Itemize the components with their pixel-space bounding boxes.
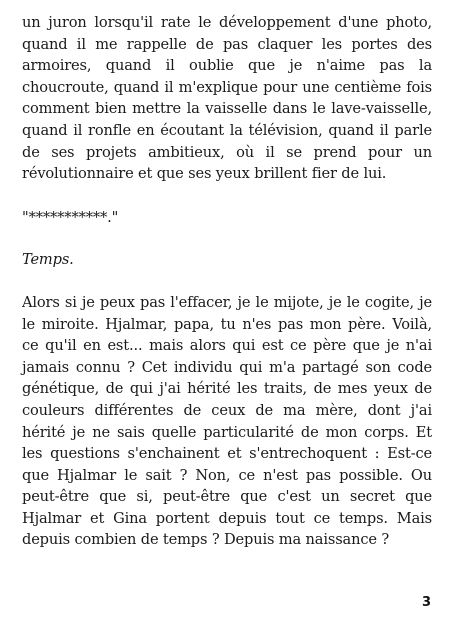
paragraph-1: un juron lorsqu'il rate le développement d'une photo, quand il me rappelle de pas claquer les portes des armoires, quand il oublie que je n'aime pas la choucroute, quand il m'explique pour une centième fois comment bien mettre la vaisselle dans le lave-vaisselle, quand il ronfle en écoutant la télévision, quand il parle de ses projets ambitieux, où il se prend pour un révolutionnaire et que ses yeux brillent fier de lui. xyxy=(22,14,432,183)
paragraph-2-quote: "***********." xyxy=(22,208,119,226)
page-number: 3 xyxy=(421,595,431,610)
document-page xyxy=(22,12,432,551)
paragraph-4: Alors si je peux pas l'effacer, je le mijote, je le cogite, je le miroite. Hjalmar, papa, tu n'es pas mon père. Voilà, ce qu'il en est... mais alors qui est ce père que je n'ai jamais connu ? Cet individu qui m'a partagé son code génétique, de qui j'ai hérité les traits, de mes yeux de couleurs différentes de ceux de ma mère, dont j'ai hérité je ne sais quelle particularité de mon corps. Et les questions s'enchainent et s'entrechoquent : Est-ce que Hjalmar le sait ? Non, ce n'est pas possible. Ou peut-être que si, peut-être que c'est un secret que Hjalmar et Gina portent depuis tout ce temps. Mais depuis combien de temps ? Depuis ma naissance ? xyxy=(22,293,432,549)
paragraph-3-stage-direction: Temps. xyxy=(22,251,74,269)
